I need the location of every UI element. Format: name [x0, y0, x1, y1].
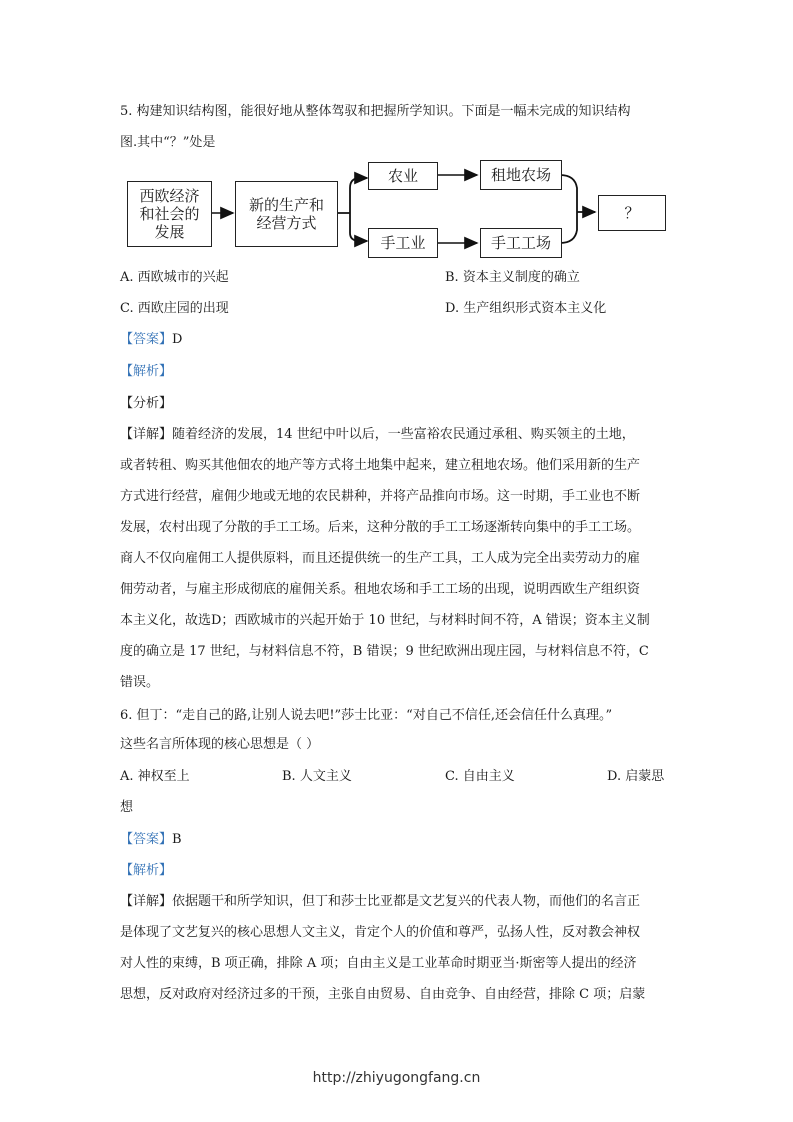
q5-stem-line1: 5. 构建知识结构图，能很好地从整体驾驭和把握所学知识。下面是一幅未完成的知识结构	[120, 104, 631, 119]
q5-detail-text-3: 发展，农村出现了分散的手工工场。后来，这种分散的手工工场逐渐转向集中的手工工场。	[120, 520, 641, 535]
q5-detail-tag: 【详解】	[120, 427, 173, 442]
q6-option-d-continuation: 想	[120, 800, 134, 815]
q5-detail-text-4: 商人不仅向雇佣工人提供原料，而且还提供统一的生产工具，工人成为完全出卖劳动力的雇	[120, 551, 641, 566]
q6-option-c[interactable]: C. 自由主义	[445, 769, 515, 784]
q5-option-a[interactable]: A. 西欧城市的兴起	[120, 270, 229, 285]
q5-fenxi-tag: 【分析】	[120, 396, 173, 411]
q6-detail-text-2: 对人性的束缚，B 项正确，排除 A 项；自由主义是工业革命时期亚当·斯密等人提出的经济	[120, 956, 637, 971]
q5-analysis-tag: 【解析】	[120, 364, 173, 379]
q6-answer-value: B	[172, 832, 182, 847]
q6-detail-text-1: 是体现了文艺复兴的核心思想人文主义，肯定个人的价值和尊严，弘扬人性，反对教会神权	[120, 925, 641, 940]
q6-detail-text-3: 思想，反对政府对经济过多的干预，主张自由贸易、自由竞争、自由经营，排除 C 项；启蒙	[120, 987, 646, 1002]
q6-analysis-tag: 【解析】	[120, 863, 173, 878]
q5-option-c[interactable]: C. 西欧庄园的出现	[120, 301, 229, 316]
q5-answer-value: D	[172, 332, 183, 347]
q5-answer-tag: 【答案】	[120, 332, 173, 347]
q5-detail-text-5: 佣劳动者，与雇主形成彻底的雇佣关系。租地农场和手工工场的出现，说明西欧生产组织资	[120, 582, 641, 597]
q5-detail-text-0: 随着经济的发展，14 世纪中叶以后，一些富裕农民通过承租、购买领主的土地，	[172, 427, 635, 442]
box-agriculture: 农业	[368, 162, 438, 190]
box-question-mark: ？	[598, 195, 666, 231]
box-western-europe-development: 西欧经济 和社会的 发展	[127, 181, 212, 247]
box-workshop: 手工工场	[480, 228, 562, 258]
q5-option-d[interactable]: D. 生产组织形式资本主义化	[445, 301, 607, 316]
q5-detail-text-7: 度的确立是 17 世纪，与材料信息不符，B 错误；9 世纪欧洲出现庄园，与材料信息不符，C	[120, 644, 649, 659]
footer-url[interactable]: http://zhiyugongfang.cn	[312, 1070, 481, 1086]
q5-detail-line	[120, 425, 635, 445]
bracket-right	[560, 175, 595, 243]
q6-option-d[interactable]: D. 启蒙思	[607, 769, 665, 784]
q5-detail-text-1: 或者转租、购买其他佃农的地产等方式将土地集中起来，建立租地农场。他们采用新的生产	[120, 458, 641, 473]
q6-detail-text-0: 依据题干和所学知识，但丁和莎士比亚都是文艺复兴的代表人物，而他们的名言正	[172, 894, 641, 909]
q5-answer	[120, 330, 182, 350]
box-tenant-farm: 租地农场	[480, 160, 562, 190]
q6-answer	[120, 830, 182, 850]
q5-stem-line2: 图.其中“？”处是	[120, 135, 216, 150]
q6-stem-line1: 6. 但丁：“走自己的路,让别人说去吧!”莎士比亚：“对自己不信任,还会信任什么真理。”	[120, 708, 613, 723]
box-new-production-mode: 新的生产和 经营方式	[235, 181, 338, 247]
q6-answer-tag: 【答案】	[120, 832, 173, 847]
bracket-left	[338, 178, 360, 241]
q6-option-b[interactable]: B. 人文主义	[282, 769, 352, 784]
q5-detail-text-6: 本主义化，故选D；西欧城市的兴起开始于 10 世纪，与材料时间不符，A 错误；资本主义制	[120, 613, 650, 628]
q5-detail-text-8: 错误。	[120, 675, 160, 690]
box-handicraft: 手工业	[368, 228, 438, 258]
q6-detail-tag: 【详解】	[120, 894, 173, 909]
q5-detail-text-2: 方式进行经营，雇佣少地或无地的农民耕种，并将产品推向市场。这一时期，手工业也不断	[120, 489, 641, 504]
q6-option-a[interactable]: A. 神权至上	[120, 769, 190, 784]
q6-detail-line	[120, 892, 640, 912]
q5-option-b[interactable]: B. 资本主义制度的确立	[445, 270, 580, 285]
q6-stem-line2: 这些名言所体现的核心思想是（ ）	[120, 737, 320, 752]
